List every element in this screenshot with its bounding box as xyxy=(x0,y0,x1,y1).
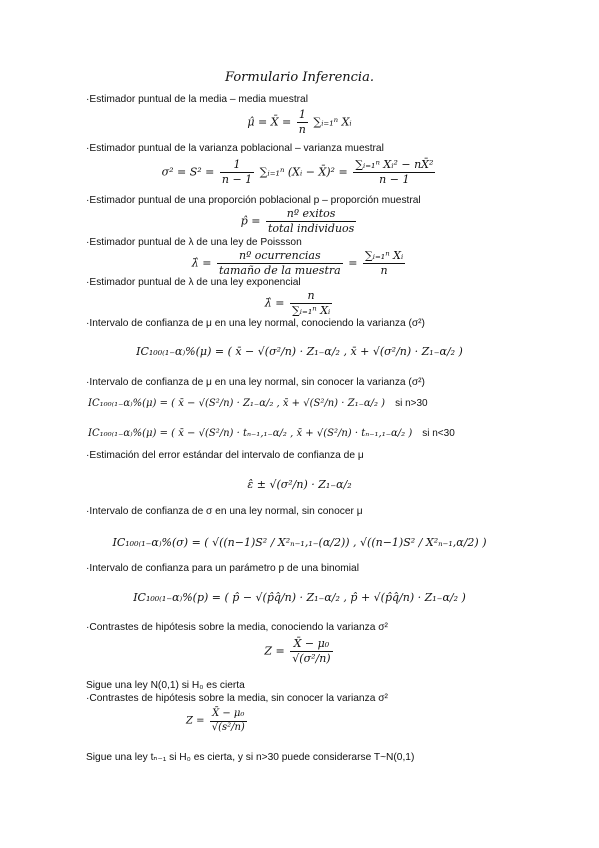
formula-ic-p: IC₁₀₀₍₁₋α₎%(p) = ( p̂ − √(p̂q̂/n) · Z₁₋α/₂ , p̂ + √(p̂q̂/n) · Z₁₋α/₂ ) xyxy=(133,591,466,604)
note-text: Sigue una ley N(0,1) si H₀ es cierta xyxy=(86,680,245,691)
section-heading: ·Estimador puntual de λ de una ley de Poissson xyxy=(86,237,302,248)
section-heading: ·Intervalo de confianza de μ en una ley normal, sin conocer la varianza (σ²) xyxy=(86,377,425,388)
section-heading: ·Estimador puntual de la varianza poblacional – varianza muestral xyxy=(86,143,384,154)
formula-poisson: λ̂ = $\frac{\text{nº ocurrencias}}{\text{tamaño de la muestra}}$ = $\frac{\text{∑ᵢ₌₁ⁿ Xᵢ}}{n}$ xyxy=(191,249,404,277)
section-heading: ·Contrastes de hipótesis sobre la media, sin conocer la varianza σ² xyxy=(86,693,388,704)
formula-varianza: σ² = S² = $\frac{1}{n - 1}$ ∑ᵢ₌₁ⁿ (Xᵢ − X̄)² = $\frac{\text{∑ᵢ₌₁ⁿ Xᵢ² − nX̄²}}{n - 1}$ xyxy=(161,158,434,186)
section-heading: ·Intervalo de confianza para un parámetro p de una binomial xyxy=(86,563,359,574)
formula-ic-z: IC₁₀₀₍₁₋α₎%(μ) = ( x̄ − √(S²/n) · Z₁₋α/₂ , x̄ + √(S²/n) · Z₁₋α/₂ ) si n>30 xyxy=(88,398,428,409)
formula-error: ε̂ ± √(σ²/n) · Z₁₋α/₂ xyxy=(247,478,352,491)
formula-contraste-t: Z = $\frac{\text{X̄ − μ₀}}{\text{√(s²/n)}}$ xyxy=(186,708,245,733)
formula-media: μ̂ = X̄ = $\frac{1}{n}$ ∑ᵢ₌₁ⁿ Xᵢ xyxy=(247,108,352,136)
section-heading: ·Estimación del error estándar del intervalo de confianza de μ xyxy=(86,450,364,461)
section-heading: ·Estimador puntual de una proporción poblacional p – proporción muestral xyxy=(86,195,421,206)
formula-ic-sigma: IC₁₀₀₍₁₋α₎%(σ) = ( √((n−1)S² / X²ₙ₋₁,₁₋(α/2)) , √((n−1)S² / X²ₙ₋₁,α/2) ) xyxy=(112,536,487,549)
formula-ic-t: IC₁₀₀₍₁₋α₎%(μ) = ( x̄ − √(S²/n) · tₙ₋₁,₁₋α/₂ , x̄ + √(S²/n) · tₙ₋₁,₁₋α/₂ ) si n<30 xyxy=(88,428,455,439)
section-heading: ·Estimador puntual de λ de una ley exponencial xyxy=(86,277,301,288)
note-text: Sigue una ley tₙ₋₁ si H₀ es cierta, y si n>30 puede considerarse T~N(0,1) xyxy=(86,752,415,763)
document-title: Formulario Inferencia. xyxy=(225,70,374,85)
formula-proporcion: p̂ = $\frac{\text{nº exitos}}{\text{total individuos}}$ xyxy=(240,207,355,235)
section-heading: ·Intervalo de confianza de σ en una ley normal, sin conocer μ xyxy=(86,506,363,517)
section-heading: ·Intervalo de confianza de μ en una ley normal, conociendo la varianza (σ²) xyxy=(86,318,425,329)
section-heading: ·Estimador puntual de la media – media muestral xyxy=(86,94,308,105)
formula-exponencial: λ̂ = $\frac{n}{\text{∑ᵢ₌₁ⁿ Xᵢ}}$ xyxy=(264,289,331,317)
section-heading: ·Contrastes de hipótesis sobre la media, conociendo la varianza σ² xyxy=(86,622,388,633)
formula-ic-conocida: IC₁₀₀₍₁₋α₎%(μ) = ( x̄ − √(σ²/n) · Z₁₋α/₂ , x̄ + √(σ²/n) · Z₁₋α/₂ ) xyxy=(136,345,463,358)
fraction: $\frac{1}{n}$ xyxy=(298,108,306,136)
formula-contraste-z: Z = $\frac{\text{X̄ − μ₀}}{\text{√(σ²/n)}}$ xyxy=(264,637,331,665)
